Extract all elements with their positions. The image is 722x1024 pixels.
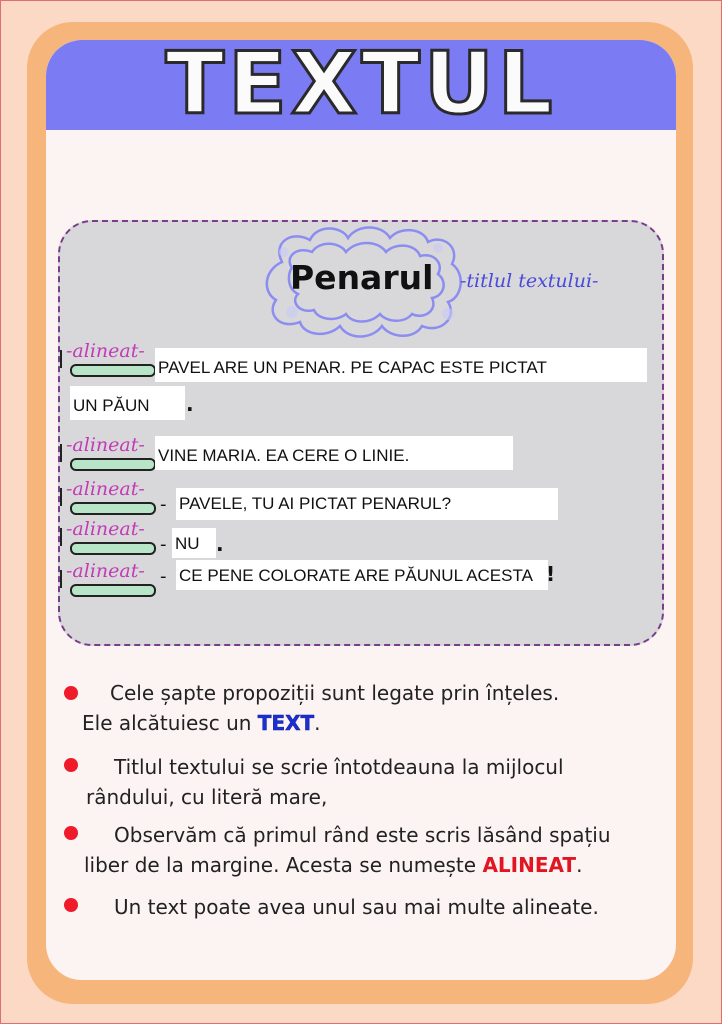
- margin-tick: [60, 444, 62, 462]
- note-line: Titlul textului se scrie întotdeauna la mijlocul: [114, 755, 564, 779]
- alineat-tag-label: -alineat-: [66, 434, 145, 456]
- dialogue-dash: -: [160, 494, 167, 515]
- text-line: [155, 436, 513, 470]
- text-line: [70, 386, 185, 420]
- dialogue-dash: -: [160, 566, 167, 587]
- period-mark: .: [216, 532, 224, 556]
- note-line: Un text poate avea unul sau mai multe alineate.: [114, 895, 599, 919]
- text-line: [176, 488, 558, 520]
- bullet-dot: [64, 686, 78, 700]
- alineat-tag: [66, 478, 156, 518]
- bullet-dot: [64, 898, 78, 912]
- note-line: [84, 850, 582, 880]
- margin-tick: [60, 570, 62, 588]
- note-punctuation: .: [576, 853, 583, 877]
- alineat-tag: [66, 518, 156, 558]
- alineat-tag-label: -alineat-: [66, 518, 145, 540]
- alineat-tag: [66, 434, 156, 474]
- text-line: [176, 560, 548, 590]
- note-text: liber de la margine. Acesta se numește: [84, 853, 477, 877]
- text-line: [172, 528, 216, 558]
- alineat-underline: [70, 502, 156, 515]
- margin-tick: [60, 488, 62, 506]
- note-line: [82, 708, 321, 738]
- text-line-content: VINE MARIA. EA CERE O LINIE.: [158, 446, 410, 465]
- text-line-content: NU: [175, 534, 200, 553]
- emphasis-text: ALINEAT: [482, 853, 577, 877]
- exclamation-mark: !: [546, 562, 556, 586]
- note-line: rândului, cu literă mare,: [86, 785, 328, 809]
- note-text: Ele alcătuiesc un: [82, 711, 252, 735]
- emphasis-text: TEXT: [257, 711, 315, 735]
- alineat-tag: [66, 340, 156, 380]
- note-line: Observăm că primul rând este scris lăsând spațiu: [114, 823, 611, 847]
- alineat-tag: [66, 560, 156, 600]
- margin-tick: [60, 528, 62, 546]
- bullet-dot: [64, 826, 78, 840]
- example-title: Penarul: [290, 258, 434, 297]
- dialogue-dash: -: [160, 534, 167, 555]
- page-title: TEXTUL: [165, 38, 557, 134]
- alineat-tag-label: -alineat-: [66, 560, 145, 582]
- title-annotation: -titlul textului-: [460, 270, 599, 292]
- note-punctuation: .: [314, 711, 321, 735]
- alineat-underline: [70, 584, 156, 597]
- alineat-underline: [70, 364, 156, 377]
- alineat-underline: [70, 458, 156, 471]
- margin-tick: [60, 350, 62, 368]
- text-line: [155, 348, 647, 382]
- text-line-content: UN PĂUN: [73, 396, 150, 415]
- bullet-dot: [64, 758, 78, 772]
- note-line: Cele șapte propoziții sunt legate prin înțeles.: [110, 681, 560, 705]
- alineat-tag-label: -alineat-: [66, 478, 145, 500]
- alineat-underline: [70, 542, 156, 555]
- text-line-content: PAVEL ARE UN PENAR. PE CAPAC ESTE PICTAT: [158, 358, 547, 377]
- text-line-content: PAVELE, TU AI PICTAT PENARUL?: [179, 494, 452, 513]
- period-mark: .: [186, 392, 194, 416]
- text-line-content: CE PENE COLORATE ARE PĂUNUL ACESTA: [179, 566, 533, 585]
- alineat-tag-label: -alineat-: [66, 340, 145, 362]
